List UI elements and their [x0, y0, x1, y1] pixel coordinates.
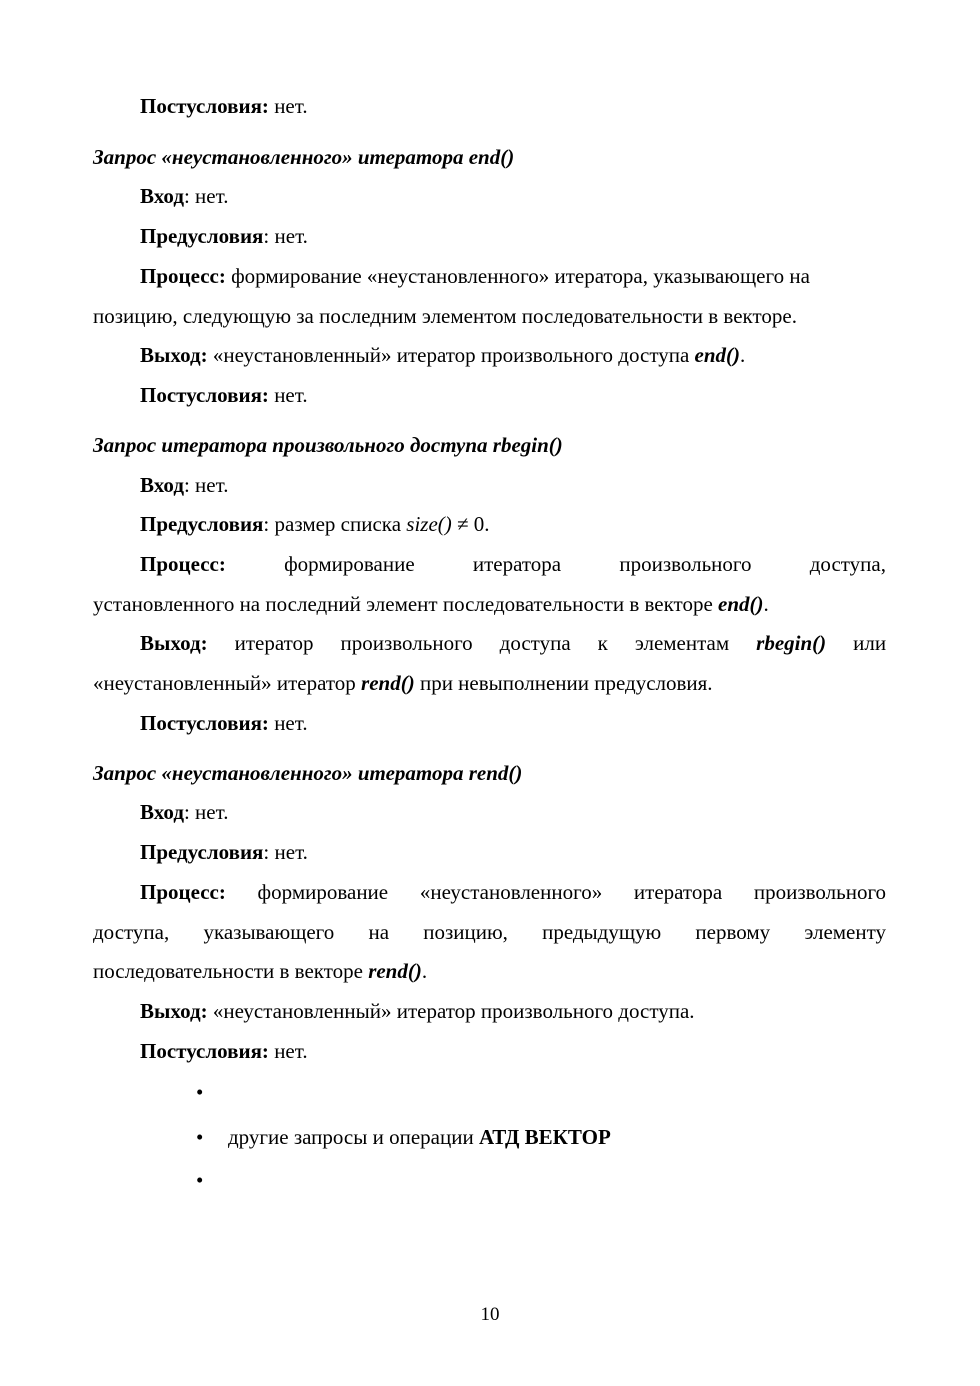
postconditions-text: нет. — [268, 1039, 308, 1063]
process-continuation-code: rend() — [368, 959, 422, 983]
output-text: «неустановленный» итератор произвольного доступа. — [207, 999, 695, 1023]
process-word: позицию, — [423, 920, 508, 944]
process-continuation-code: end() — [718, 592, 764, 616]
preconditions-line — [140, 512, 886, 536]
output-continuation-text: «неустановленный» итератор — [93, 671, 362, 695]
section-heading-end: Запрос «неустановленного» итератора end() — [93, 145, 515, 169]
process-word: элементу — [804, 920, 887, 944]
postconditions-label: Постусловия: — [140, 383, 269, 407]
output-code: rbegin() — [756, 631, 827, 655]
preconditions-code: size() — [406, 512, 452, 536]
process-line — [140, 880, 886, 904]
process-word: произвольного — [753, 880, 887, 904]
process-word: предыдущую — [542, 920, 662, 944]
process-continuation: позицию, следующую за последним элементом последовательности в векторе. — [93, 304, 797, 328]
preconditions-text: : размер списка — [263, 512, 407, 536]
input-line — [140, 800, 886, 824]
postconditions-line — [140, 383, 886, 407]
section-heading-rend: Запрос «неустановленного» итератора rend() — [93, 761, 523, 785]
bullet-item-empty — [196, 1080, 228, 1104]
process-line — [140, 552, 886, 576]
output-line — [140, 631, 886, 655]
preconditions-text: : нет. — [263, 840, 308, 864]
bullet-icon: • — [196, 1125, 204, 1149]
section-heading-rbegin: Запрос итератора произвольного доступа rbegin() — [93, 433, 563, 457]
preconditions-label: Предусловия — [140, 224, 264, 248]
page-number: 10 — [480, 1304, 500, 1325]
output-word: итератор — [234, 631, 314, 655]
output-line — [140, 999, 886, 1023]
process-continuation — [93, 959, 886, 983]
output-continuation — [93, 671, 886, 695]
process-continuation — [93, 920, 886, 944]
process-continuation-end: . — [421, 959, 428, 983]
input-label: Вход — [140, 473, 184, 497]
process-word: формирование — [257, 880, 389, 904]
process-continuation-text: установленного на последний элемент последовательности в векторе — [93, 592, 719, 616]
input-text: : нет. — [183, 184, 229, 208]
input-label: Вход — [140, 184, 184, 208]
process-continuation — [93, 592, 886, 616]
process-word: формирование — [284, 552, 415, 576]
postconditions-label: Постусловия: — [140, 711, 269, 735]
postconditions-label: Постусловия: — [140, 1039, 269, 1063]
input-label: Вход — [140, 800, 184, 824]
process-word: произвольного — [619, 552, 752, 576]
bullet-text: другие запросы и операции — [228, 1125, 479, 1149]
output-word: или — [853, 631, 887, 655]
output-line — [140, 343, 886, 367]
postconditions-line — [140, 94, 886, 118]
bullet-icon: • — [196, 1168, 204, 1192]
output-word: доступа — [499, 631, 571, 655]
process-label: Процесс: — [140, 880, 226, 904]
process-text: формирование «неустановленного» итератора, указывающего на — [225, 264, 810, 288]
postconditions-line — [140, 1039, 886, 1063]
process-continuation-text: последовательности в векторе — [93, 959, 369, 983]
output-label: Выход: — [140, 343, 208, 367]
output-code: end() — [694, 343, 741, 367]
preconditions-line — [140, 224, 886, 248]
process-label: Процесс: — [140, 552, 226, 576]
input-line — [140, 473, 886, 497]
preconditions-text: : нет. — [263, 224, 308, 248]
process-word: доступа, — [93, 920, 170, 944]
postconditions-line — [140, 711, 886, 735]
process-line — [140, 264, 886, 288]
bullet-item-other-queries — [196, 1125, 611, 1149]
output-continuation-end: при невыполнении предусловия. — [414, 671, 713, 695]
preconditions-line — [140, 840, 886, 864]
input-line — [140, 184, 886, 208]
bullet-icon: • — [196, 1080, 204, 1104]
postconditions-text: нет. — [268, 94, 308, 118]
postconditions-text: нет. — [268, 711, 308, 735]
preconditions-label: Предусловия — [140, 512, 264, 536]
input-text: : нет. — [183, 473, 229, 497]
output-continuation-code: rend() — [361, 671, 415, 695]
output-end: . — [740, 343, 746, 367]
preconditions-label: Предусловия — [140, 840, 264, 864]
output-word: элементам — [634, 631, 730, 655]
bullet-text-bold: АТД ВЕКТОР — [478, 1125, 611, 1149]
process-word: на — [368, 920, 390, 944]
input-text: : нет. — [183, 800, 229, 824]
output-word: произвольного — [340, 631, 473, 655]
process-word: первому — [695, 920, 771, 944]
output-word: к — [597, 631, 608, 655]
postconditions-text: нет. — [268, 383, 308, 407]
output-label: Выход: — [140, 999, 208, 1023]
process-word: итератора — [472, 552, 562, 576]
process-word: указывающего — [203, 920, 335, 944]
preconditions-end: ≠ 0. — [451, 512, 490, 536]
bullet-item-empty — [196, 1168, 228, 1192]
process-label: Процесс: — [140, 264, 226, 288]
output-text: «неустановленный» итератор произвольного доступа — [207, 343, 695, 367]
process-word: «неустановленного» — [419, 880, 603, 904]
process-continuation-end: . — [763, 592, 769, 616]
process-word: доступа, — [809, 552, 886, 576]
process-word: итератора — [633, 880, 723, 904]
output-label: Выход: — [140, 631, 208, 655]
postconditions-label: Постусловия: — [140, 94, 269, 118]
